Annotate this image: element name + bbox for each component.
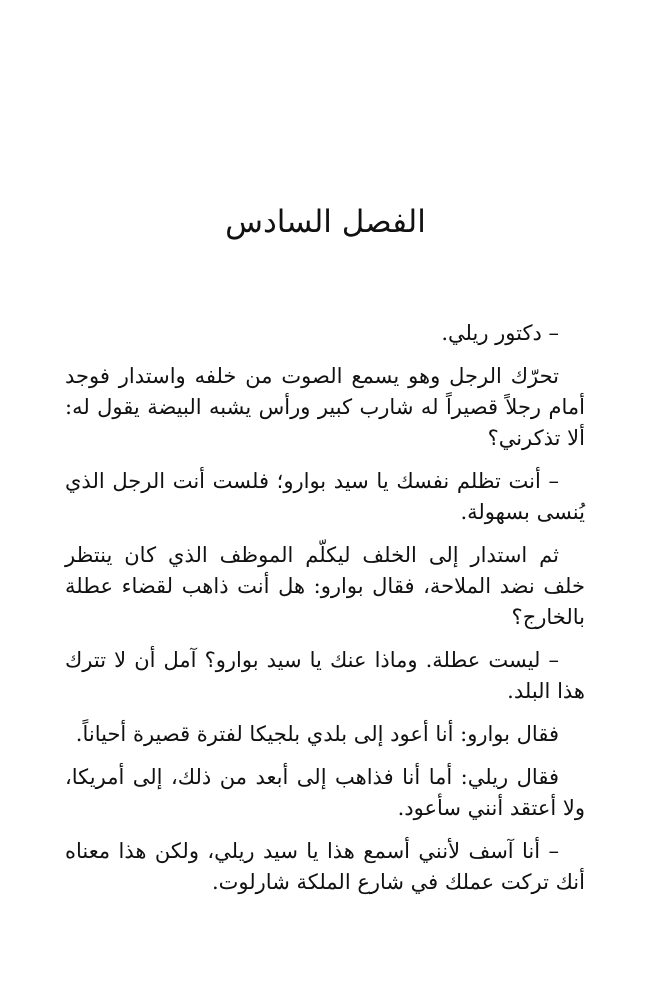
paragraph: ثم استدار إلى الخلف ليكلّم الموظف الذي كان ينتظر خلف نضد الملاحة، فقال بوارو: هل أنت ذاهب لقضاء عطلة بالخارج؟	[65, 543, 585, 629]
paragraph: – أنا آسف لأنني أسمع هذا يا سيد ريلي، ولكن هذا معناه أنك تركت عملك في شارع الملكة شارلوت.	[65, 839, 585, 894]
paragraph: فقال ريلي: أما أنا فذاهب إلى أبعد من ذلك، إلى أمريكا، ولا أعتقد أنني سأعود.	[65, 765, 585, 820]
paragraph: – دكتور ريلي.	[441, 321, 559, 345]
paragraph: تحرّك الرجل وهو يسمع الصوت من خلفه واستدار فوجد أمام رجلاً قصيراً له شارب كبير ورأس يشبه البيضة يقول له: ألا تذكرني؟	[65, 364, 585, 450]
paragraph: – ليست عطلة. وماذا عنك يا سيد بوارو؟ آمل أن لا تترك هذا البلد.	[65, 648, 585, 703]
chapter-title: الفصل السادس	[225, 204, 426, 240]
paragraph: – أنت تظلم نفسك يا سيد بوارو؛ فلست أنت الرجل الذي يُنسى بسهولة.	[65, 469, 585, 524]
paragraph: فقال بوارو: أنا أعود إلى بلدي بلجيكا لفترة قصيرة أحياناً.	[75, 722, 559, 746]
chapter-body	[65, 318, 585, 910]
